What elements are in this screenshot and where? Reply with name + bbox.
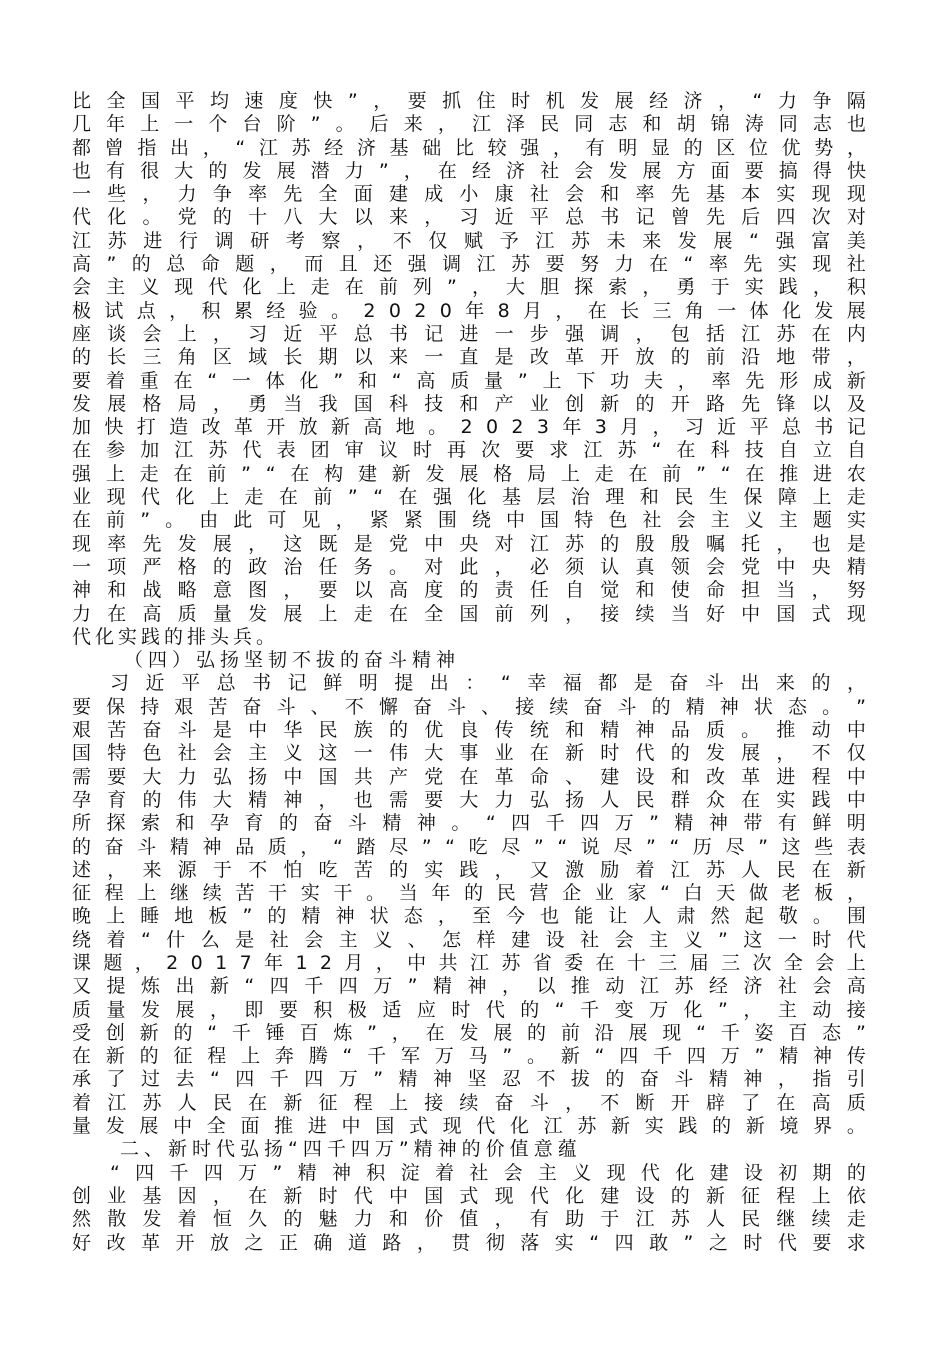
text-line: 也 有 很 大 的 发 展 潜 力 ” ， 在 经 济 社 会 发 展 方 面 要 搞 得 快 [72,159,866,182]
text-line: 国 特 色 社 会 主 义 这 一 伟 大 事 业 在 新 时 代 的 发 展 ， 不 仅 [72,742,866,765]
text-line: 受 创 新 的 “ 千 锤 百 炼 ” ， 在 发 展 的 前 沿 展 现 “ 千 姿 百 态 ” [72,1021,866,1044]
text-line: 孕 育 的 伟 大 精 神 ， 也 需 要 大 力 弘 扬 人 民 群 众 在 实 践 中 [72,788,866,811]
text-line: 高 ” 的 总 命 题 ， 而 且 还 强 调 江 苏 要 努 力 在 “ 率 先 实 现 社 [72,253,866,276]
text-line: 代 化 。 党 的 十 八 大 以 来 ， 习 近 平 总 书 记 曾 先 后 四 次 对 [72,206,866,229]
document-page [72,90,866,1255]
text-line: 艰 苦 奋 斗 是 中 华 民 族 的 优 良 传 统 和 精 神 品 质 。 推 动 中 [72,719,866,742]
text-line: 述 ， 来 源 于 不 怕 吃 苦 的 实 践 ， 又 激 励 着 江 苏 人 民 在 新 [72,858,866,881]
text-line: 需 要 大 力 弘 扬 中 国 共 产 党 在 革 命 、 建 设 和 改 革 进 程 中 [72,765,866,788]
text-line: 征 程 上 继 续 苦 干 实 干 。 当 年 的 民 营 企 业 家 “ 白 天 做 老 板 ， [72,882,866,905]
text-line: 创 业 基 因 ， 在 新 时 代 中 国 式 现 代 化 建 设 的 新 征 程 上 依 [72,1184,866,1207]
text-line: 在 新 的 征 程 上 奔 腾 “ 千 军 万 马 ” 。 新 “ 四 千 四 万 ” 精 神 传 [72,1045,866,1068]
text-line: 力 在 高 质 量 发 展 上 走 在 全 国 前 列 ， 接 续 当 好 中 国 式 现 [72,602,866,625]
text-line: 座 谈 会 上 ， 习 近 平 总 书 记 进 一 步 强 调 ， 包 括 江 苏 在 内 [72,322,866,345]
text-line: 绕 着 “ 什 么 是 社 会 主 义 、 怎 样 建 设 社 会 主 义 ” 这 一 时 代 [72,928,866,951]
text-line: 会 主 义 现 代 化 上 走 在 前 列 ” ， 大 胆 探 索 ， 勇 于 实 践 ， 积 [72,276,866,299]
text-line: 然 散 发 着 恒 久 的 魅 力 和 价 值 ， 有 助 于 江 苏 人 民 继 续 走 [72,1208,866,1231]
section-heading-4: （四）弘扬坚韧不拔的奋斗精神 [124,649,461,672]
text-line: 现 率 先 发 展 ， 这 既 是 党 中 央 对 江 苏 的 殷 殷 嘱 托 ， 也 是 [72,532,866,555]
text-line: 量 发 展 中 全 面 推 进 中 国 式 现 代 化 江 苏 新 实 践 的 新 境 界 。 [72,1115,866,1138]
text-line: 质 量 发 展 ， 即 要 积 极 适 应 时 代 的 “ 千 变 万 化 ” ， 主 动 接 [72,998,866,1021]
text-line: 要 着 重 在 “ 一 体 化 ” 和 “ 高 质 量 ” 上 下 功 夫 ， 率 先 形 成 新 [72,369,866,392]
text-line: 着 江 苏 人 民 在 新 征 程 上 接 续 奋 斗 ， 不 断 开 辟 了 在 高 质 [72,1091,866,1114]
text-line: 在 前 ” 。 由 此 可 见 ， 紧 紧 围 绕 中 国 特 色 社 会 主 义 主 题 实 [72,509,866,532]
section-heading-2: 二、新时代弘扬“四千四万”精神的价值意蕴 [120,1138,582,1161]
text-line: 又 提 炼 出 新 “ 四 千 四 万 ” 精 神 ， 以 推 动 江 苏 经 济 社 会 高 [72,975,866,998]
text-line: 业 现 代 化 上 走 在 前 ” “ 在 强 化 基 层 治 理 和 民 生 保 障 上 走 [72,486,866,509]
text-line: 都 曾 指 出 ， “ 江 苏 经 济 基 础 比 较 强 ， 有 明 显 的 区 位 优 势 ， [72,136,866,159]
text-line: 江 苏 进 行 调 研 考 察 ， 不 仅 赋 予 江 苏 未 来 发 展 “ 强 富 美 [72,229,866,252]
text-line: 课 题 ， 2 0 1 7 年 1 2 月 ， 中 共 江 苏 省 委 在 十 三 届 三 次 全 会 上 [72,951,866,974]
text-line: 代化实践的排头兵。 [72,625,280,648]
text-line: 比 全 国 平 均 速 度 快 ” ， 要 抓 住 时 机 发 展 经 济 ， “ 力 争 隔 [72,90,866,112]
text-line: 神 和 战 略 意 图 ， 要 以 高 度 的 责 任 自 觉 和 使 命 担 当 ， 努 [72,579,866,602]
text-line: 在 参 加 江 苏 代 表 团 审 议 时 再 次 要 求 江 苏 “ 在 科 技 自 立 自 [72,439,866,462]
text-line: 极 试 点 ， 积 累 经 验 。 2 0 2 0 年 8 月 ， 在 长 三 角 一 体 化 发 展 [72,299,866,322]
text-line: 发 展 格 局 ， 勇 当 我 国 科 技 和 产 业 创 新 的 开 路 先 锋 以 及 [72,392,866,415]
text-line: 的 奋 斗 精 神 品 质 ， “ 踏 尽 ” “ 吃 尽 ” “ 说 尽 ” “ 历 尽 ” 这 些 表 [72,835,866,858]
text-line: 强 上 走 在 前 ” “ 在 构 建 新 发 展 格 局 上 走 在 前 ” “ 在 推 进 农 [72,462,866,485]
text-line: 的 长 三 角 区 域 长 期 以 来 一 直 是 改 革 开 放 的 前 沿 地 带 ， [72,346,866,369]
text-line: 一 项 严 格 的 政 治 任 务 。 对 此 ， 必 须 认 真 领 会 党 中 央 精 [72,555,866,578]
text-line: 承 了 过 去 “ 四 千 四 万 ” 精 神 坚 忍 不 拔 的 奋 斗 精 神 ， 指 引 [72,1068,866,1091]
text-line: 几 年 上 一 个 台 阶 ” 。 后 来 ， 江 泽 民 同 志 和 胡 锦 涛 同 志 也 [72,113,866,136]
text-line: 一 些 ， 力 争 率 先 全 面 建 成 小 康 社 会 和 率 先 基 本 实 现 现 [72,183,866,206]
text-line: 好 改 革 开 放 之 正 确 道 路 ， 贯 彻 落 实 “ 四 敢 ” 之 时 代 要 求 [72,1231,866,1254]
paragraph-first-line: 习 近 平 总 书 记 鲜 明 提 出 ： “ 幸 福 都 是 奋 斗 出 来 的 ， [110,672,866,695]
text-line: 加 快 打 造 改 革 开 放 新 高 地 。 2 0 2 3 年 3 月 ， 习 近 平 总 书 记 [72,416,866,439]
paragraph-first-line: “ 四 千 四 万 ” 精 神 积 淀 着 社 会 主 义 现 代 化 建 设 初 期 的 [110,1161,866,1184]
text-line: 所 探 索 和 孕 育 的 奋 斗 精 神 。 “ 四 千 四 万 ” 精 神 带 有 鲜 明 [72,812,866,835]
text-line: 晚 上 睡 地 板 ” 的 精 神 状 态 ， 至 今 也 能 让 人 肃 然 起 敬 。 围 [72,905,866,928]
text-line: 要 保 持 艰 苦 奋 斗 、 不 懈 奋 斗 、 接 续 奋 斗 的 精 神 状 态 。 ” [72,695,866,718]
